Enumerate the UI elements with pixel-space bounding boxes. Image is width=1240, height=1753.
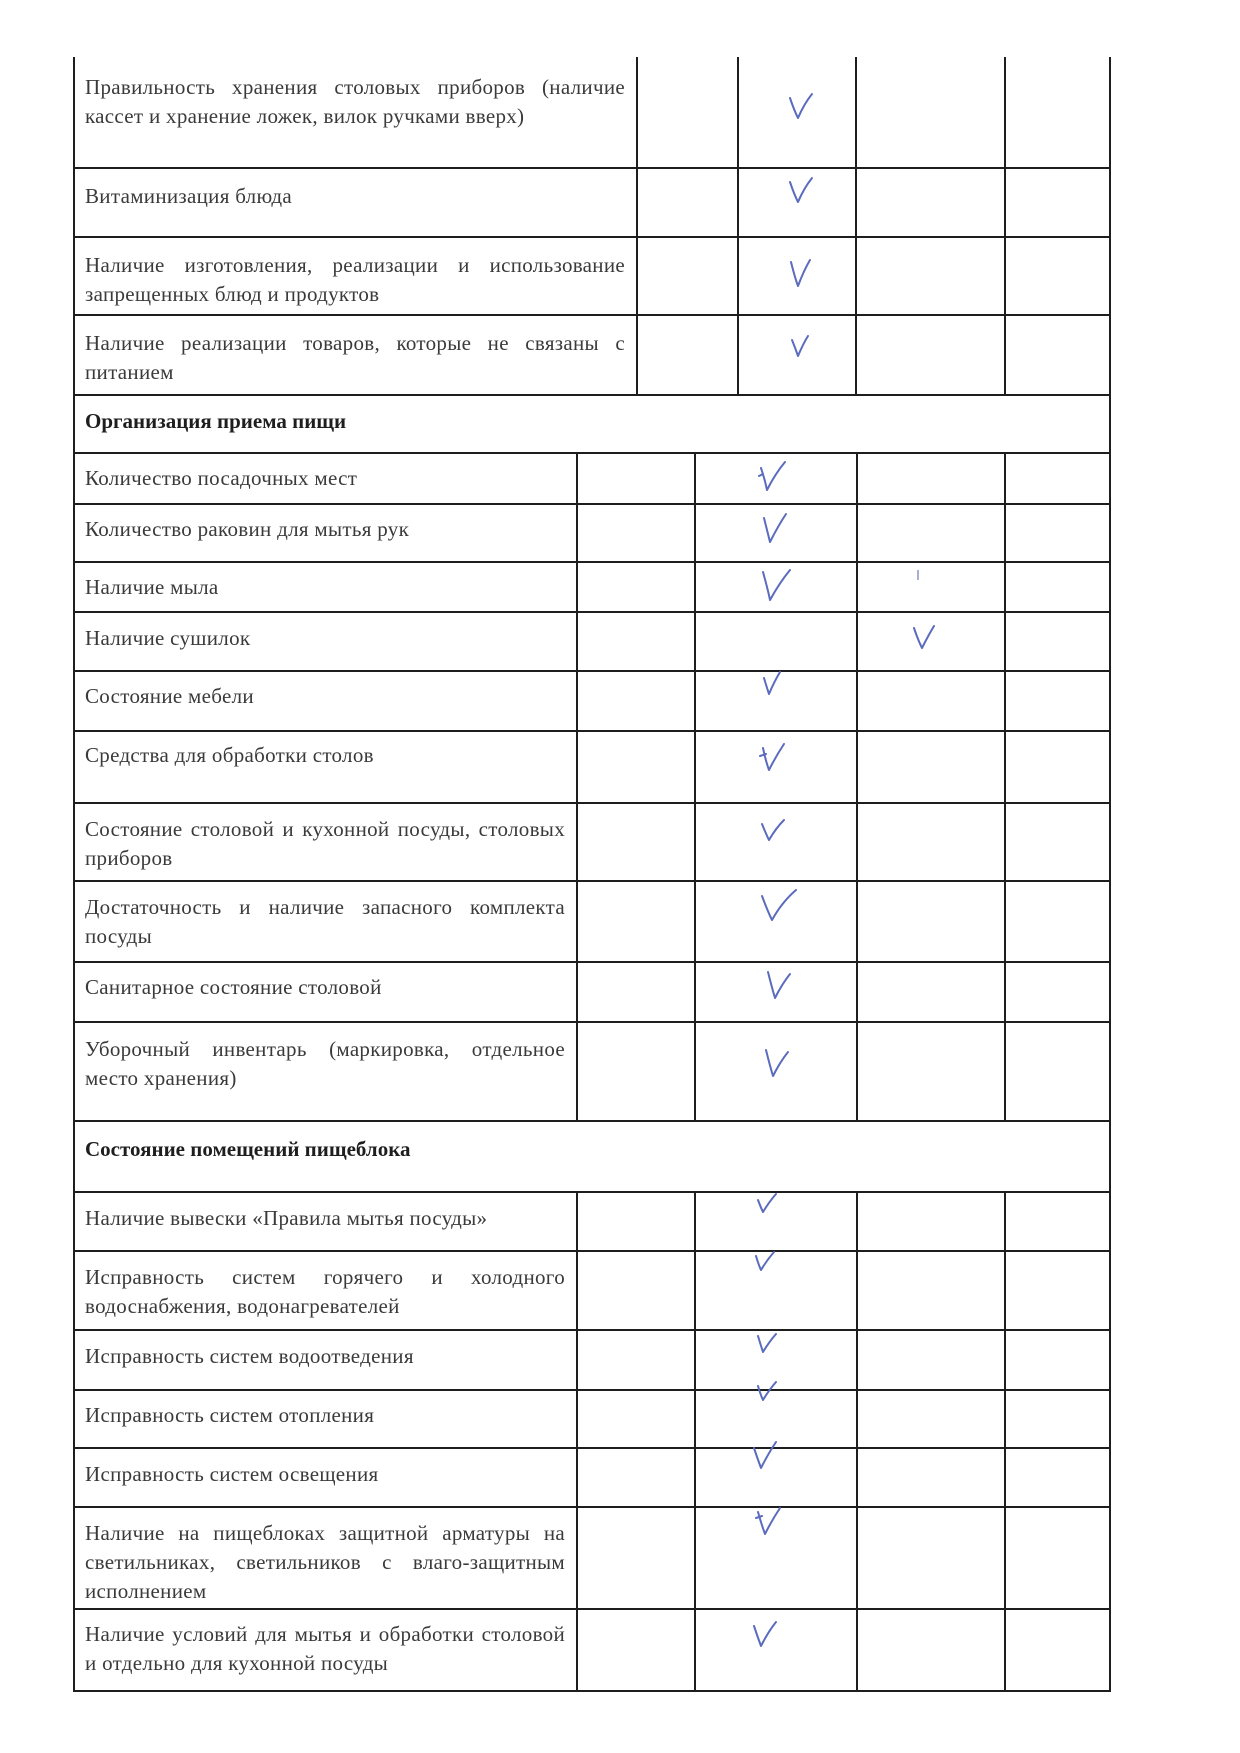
checkmark-icon xyxy=(758,742,788,776)
row-label: Уборочный инвентарь (маркировка, отдельное место хранения) xyxy=(85,1037,565,1090)
checkmark-icon xyxy=(762,1046,792,1080)
row-divider xyxy=(73,730,1111,732)
row-divider xyxy=(73,1447,1111,1449)
row-divider xyxy=(73,1250,1111,1252)
checkmark-icon xyxy=(786,174,816,208)
row-label: Достаточность и наличие запасного комплекта посуды xyxy=(85,895,565,948)
checkmark-icon xyxy=(750,1440,780,1474)
row-divider xyxy=(73,1389,1111,1391)
col-divider xyxy=(856,1191,858,1692)
row-divider xyxy=(73,611,1111,613)
checkmark-icon xyxy=(786,256,816,290)
row-label: Наличие сушилок xyxy=(85,626,251,650)
col-divider xyxy=(1004,1191,1006,1692)
row-divider xyxy=(73,236,1111,238)
checkmark-icon xyxy=(750,1248,780,1282)
row-divider xyxy=(73,1191,1111,1193)
col-divider xyxy=(636,57,638,396)
row-divider xyxy=(73,880,1111,882)
col-divider xyxy=(576,452,578,1120)
checkmark-icon xyxy=(758,816,788,850)
row-label: Исправность систем горячего и холодного водоснабжения, водонагревателей xyxy=(85,1265,565,1318)
checkmark-icon xyxy=(910,622,940,656)
col-divider xyxy=(694,452,696,1120)
col-divider xyxy=(576,1191,578,1692)
checkmark-icon xyxy=(786,330,816,364)
row-label: Наличие условий для мытья и обработки столовой и отдельно для кухонной посуды xyxy=(85,1622,565,1675)
checkmark-icon xyxy=(760,890,790,924)
row-label: Средства для обработки столов xyxy=(85,743,374,767)
row-label: Витаминизация блюда xyxy=(85,184,292,208)
stray-mark-icon xyxy=(916,568,920,580)
row-divider xyxy=(73,452,1111,454)
row-label: Наличие реализации товаров, которые не связаны с питанием xyxy=(85,331,625,384)
section-title: Организация приема пищи xyxy=(85,409,347,433)
checkmark-icon xyxy=(750,1618,780,1652)
checkmark-icon xyxy=(760,568,790,602)
checkmark-icon xyxy=(752,1378,782,1412)
row-label: Санитарное состояние столовой xyxy=(85,975,382,999)
row-label: Состояние мебели xyxy=(85,684,254,708)
checkmark-icon xyxy=(758,670,788,704)
row-divider xyxy=(73,670,1111,672)
checkmark-icon xyxy=(757,460,787,494)
checkmark-icon xyxy=(752,1330,782,1364)
row-divider xyxy=(73,167,1111,169)
row-divider xyxy=(73,561,1111,563)
row-label: Состояние столовой и кухонной посуды, столовых приборов xyxy=(85,817,565,870)
section-title: Состояние помещений пищеблока xyxy=(85,1137,411,1161)
row-divider xyxy=(73,961,1111,963)
row-divider xyxy=(73,1608,1111,1610)
col-divider xyxy=(855,57,857,396)
col-divider xyxy=(694,1191,696,1692)
row-divider xyxy=(73,503,1111,505)
col-divider xyxy=(1004,452,1006,1120)
row-label: Количество раковин для мытья рук xyxy=(85,517,410,541)
row-divider xyxy=(73,802,1111,804)
checkmark-icon xyxy=(764,968,794,1002)
row-label: Наличие на пищеблоках защитной арматуры на светильниках, светильников с влаго-защитным исполнением xyxy=(85,1521,565,1603)
checkmark-icon xyxy=(760,512,790,546)
row-label: Количество посадочных мест xyxy=(85,466,358,490)
row-divider xyxy=(73,394,1111,396)
row-divider xyxy=(73,1506,1111,1508)
row-label: Наличие вывески «Правила мытья посуды» xyxy=(85,1206,488,1230)
row-label: Исправность систем водоотведения xyxy=(85,1344,414,1368)
col-divider xyxy=(856,452,858,1120)
row-divider xyxy=(73,1690,1111,1692)
row-divider xyxy=(73,314,1111,316)
row-label: Исправность систем освещения xyxy=(85,1462,379,1486)
checkmark-icon xyxy=(752,1190,782,1224)
row-label: Правильность хранения столовых приборов (наличие кассет и хранение ложек, вилок ручками вверх) xyxy=(85,75,625,128)
row-label: Наличие изготовления, реализации и использование запрещенных блюд и продуктов xyxy=(85,253,625,306)
row-divider xyxy=(73,1021,1111,1023)
col-divider xyxy=(1004,57,1006,396)
checkmark-icon xyxy=(786,90,816,124)
col-divider xyxy=(737,57,739,396)
row-divider xyxy=(73,1329,1111,1331)
row-label: Наличие мыла xyxy=(85,575,219,599)
row-label: Исправность систем отопления xyxy=(85,1403,375,1427)
row-divider xyxy=(73,1120,1111,1122)
checkmark-icon xyxy=(754,1506,784,1540)
